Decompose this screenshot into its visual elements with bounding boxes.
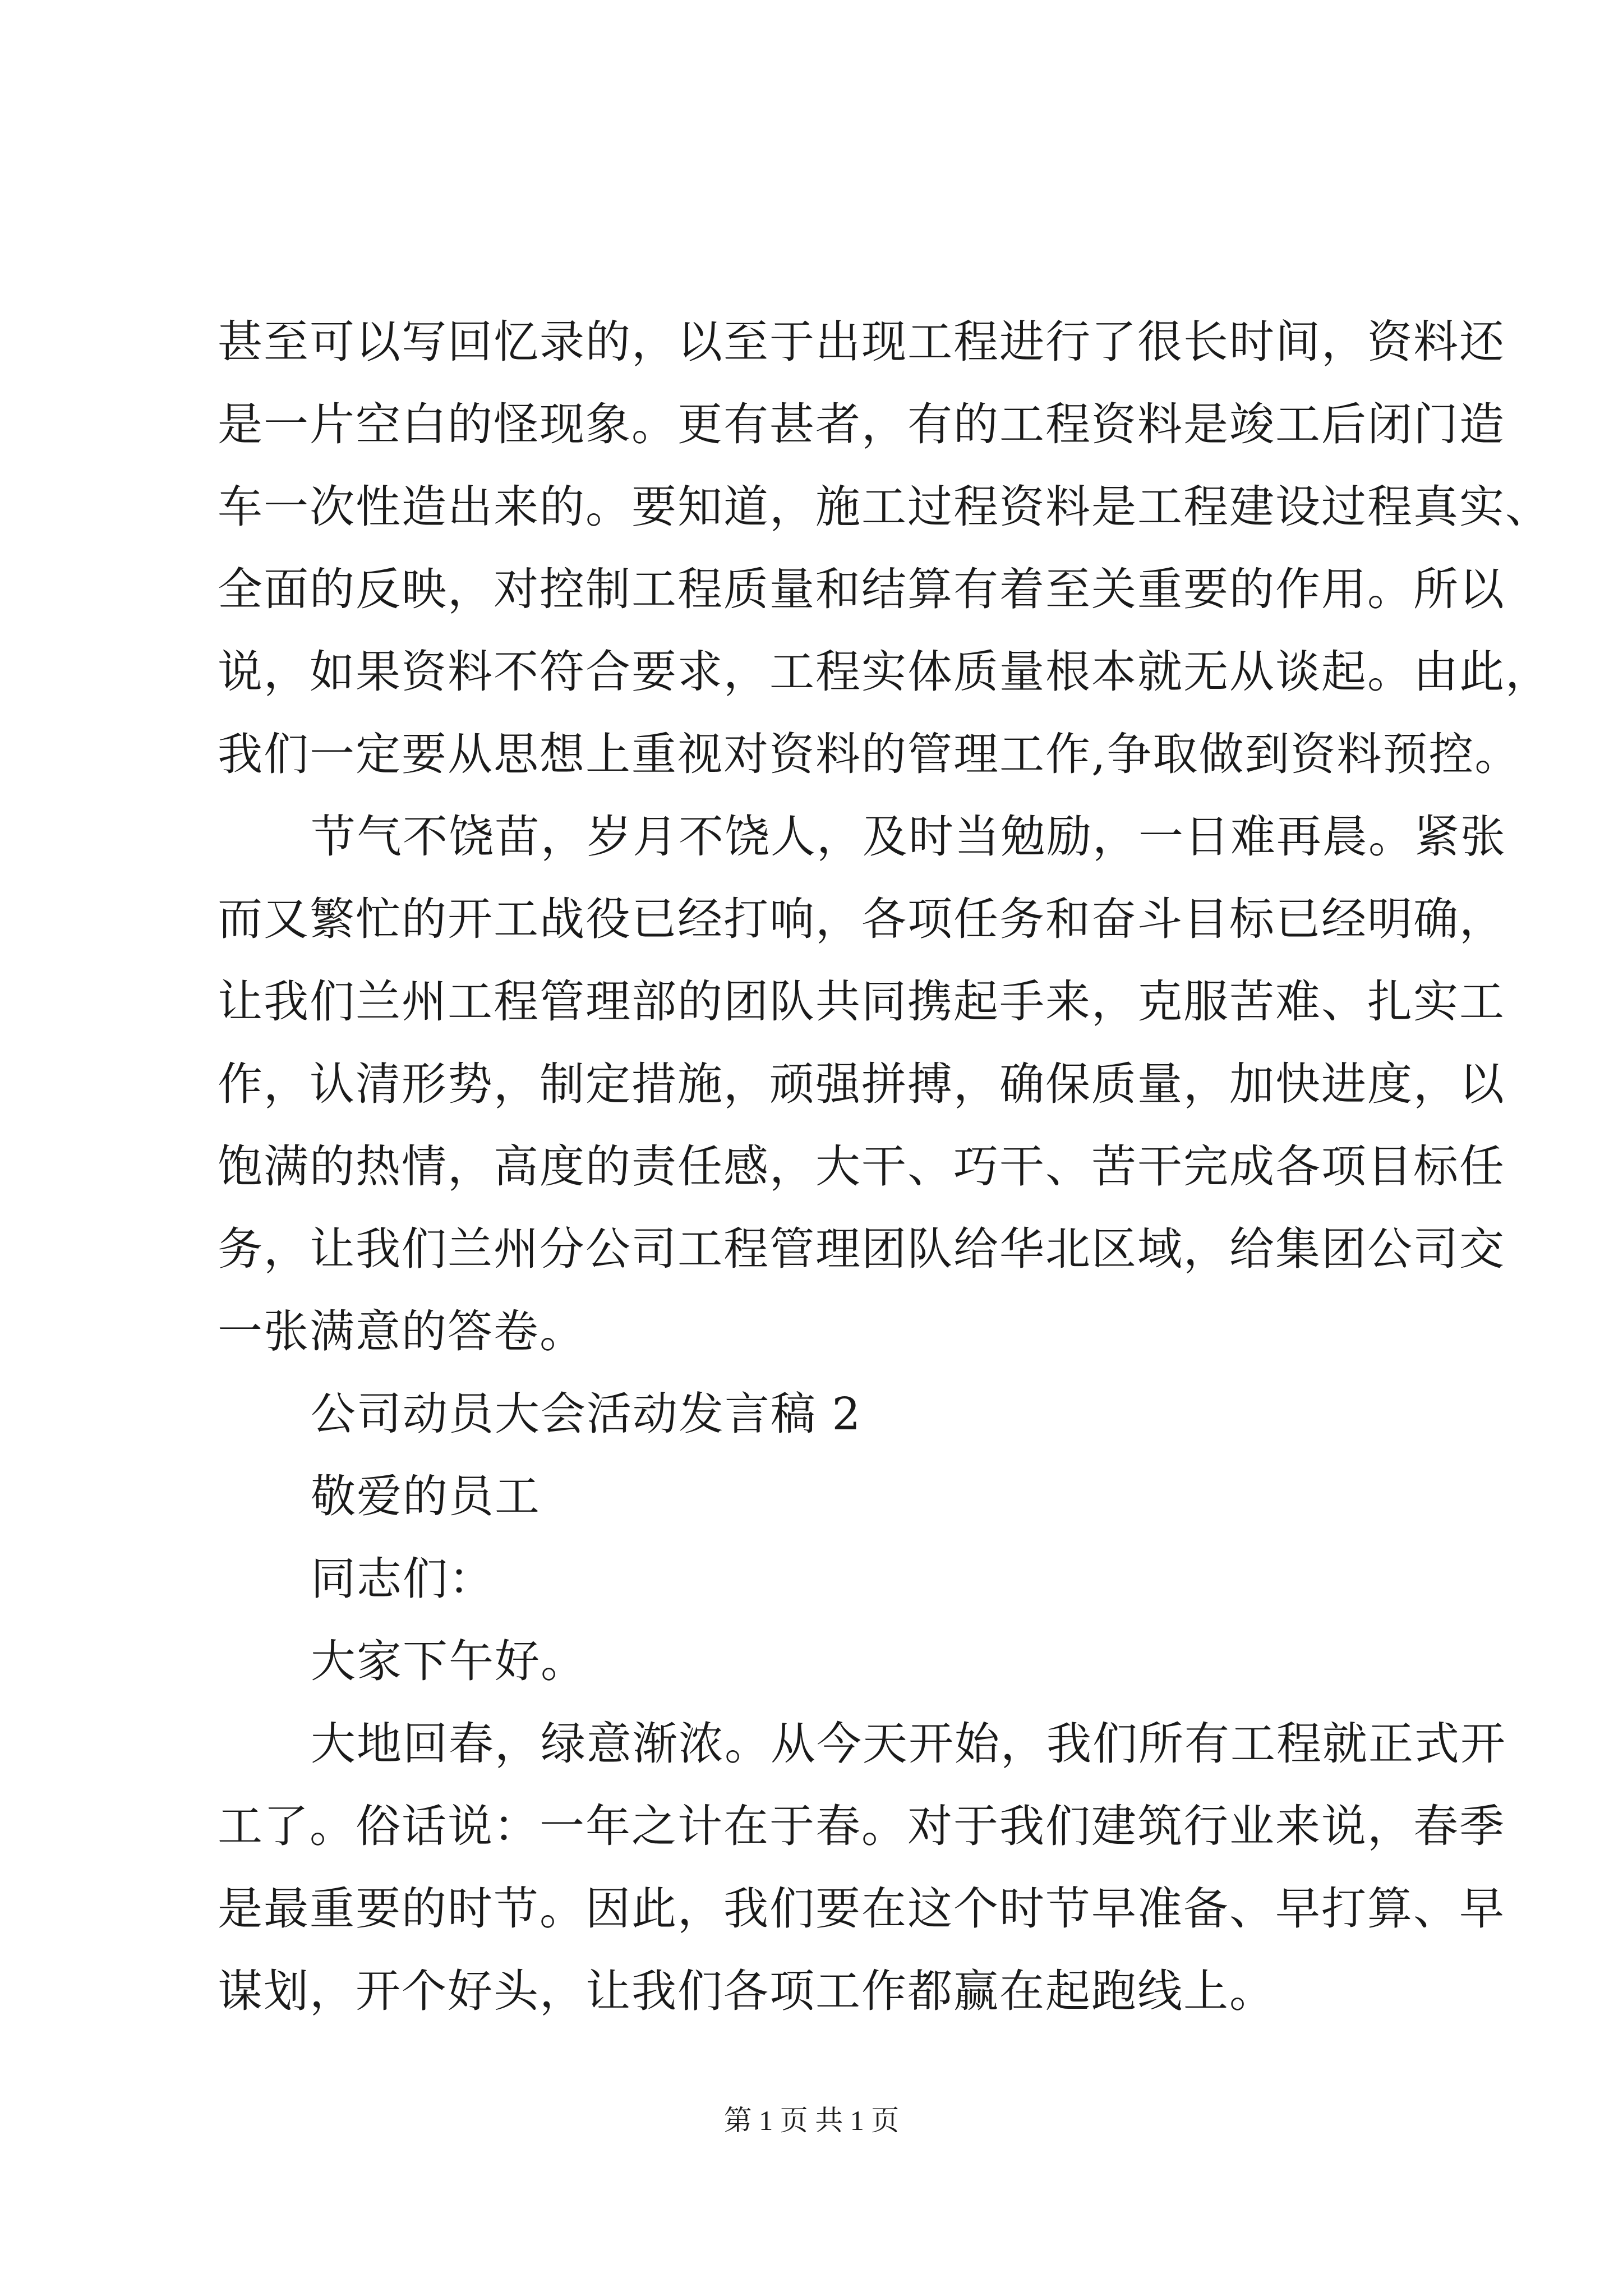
section-title: 公司动员大会活动发言稿 2 [311,1388,862,1440]
text-line: 一张满意的答卷。 [218,1305,585,1358]
text-line: 说，如果资料不符合要求，工程实体质量根本就无从谈起。由此， [218,646,1551,698]
text-line: 让我们兰州工程管理部的团队共同携起手来，克服苦难、扎实工 [218,976,1505,1028]
document-body [218,301,1551,2032]
text-line: 我们一定要从思想上重视对资料的管理工作,争取做到资料预控。 [218,728,1521,780]
salutation-line: 同志们： [311,1553,495,1605]
salutation-line: 敬爱的员工 [311,1470,541,1522]
text-line: 车一次性造出来的。要知道，施工过程资料是工程建设过程真实、 [218,481,1551,533]
greeting-line: 大家下午好。 [311,1635,587,1687]
page-number-footer: 第 1 页 共 1 页 [723,2105,900,2136]
paragraph-start-line: 大地回春，绿意渐浓。从今天开始，我们所有工程就正式开 [311,1718,1506,1770]
text-line: 谋划，开个好头，让我们各项工作都赢在起跑线上。 [218,1965,1275,2017]
text-line: 是最重要的时节。因此，我们要在这个时节早准备、早打算、早 [218,1883,1505,1935]
text-line: 全面的反映，对控制工程质量和结算有着至关重要的作用。所以 [218,563,1505,615]
paragraph-start-line: 节气不饶苗，岁月不饶人，及时当勉励，一日难再晨。紧张 [311,811,1506,863]
text-line: 是一片空白的怪现象。更有甚者，有的工程资料是竣工后闭门造 [218,398,1505,450]
text-line: 作，认清形势，制定措施，顽强拼搏，确保质量，加快进度，以 [218,1058,1505,1110]
text-line: 工了。俗话说：一年之计在于春。对于我们建筑行业来说，春季 [218,1800,1505,1852]
text-line: 饱满的热情，高度的责任感，大干、巧干、苦干完成各项目标任 [218,1140,1505,1193]
text-line: 而又繁忙的开工战役已经打响，各项任务和奋斗目标已经明确， [218,893,1505,945]
text-line: 甚至可以写回忆录的，以至于出现工程进行了很长时间，资料还 [218,316,1505,368]
text-line: 务，让我们兰州分公司工程管理团队给华北区域，给集团公司交 [218,1223,1505,1275]
